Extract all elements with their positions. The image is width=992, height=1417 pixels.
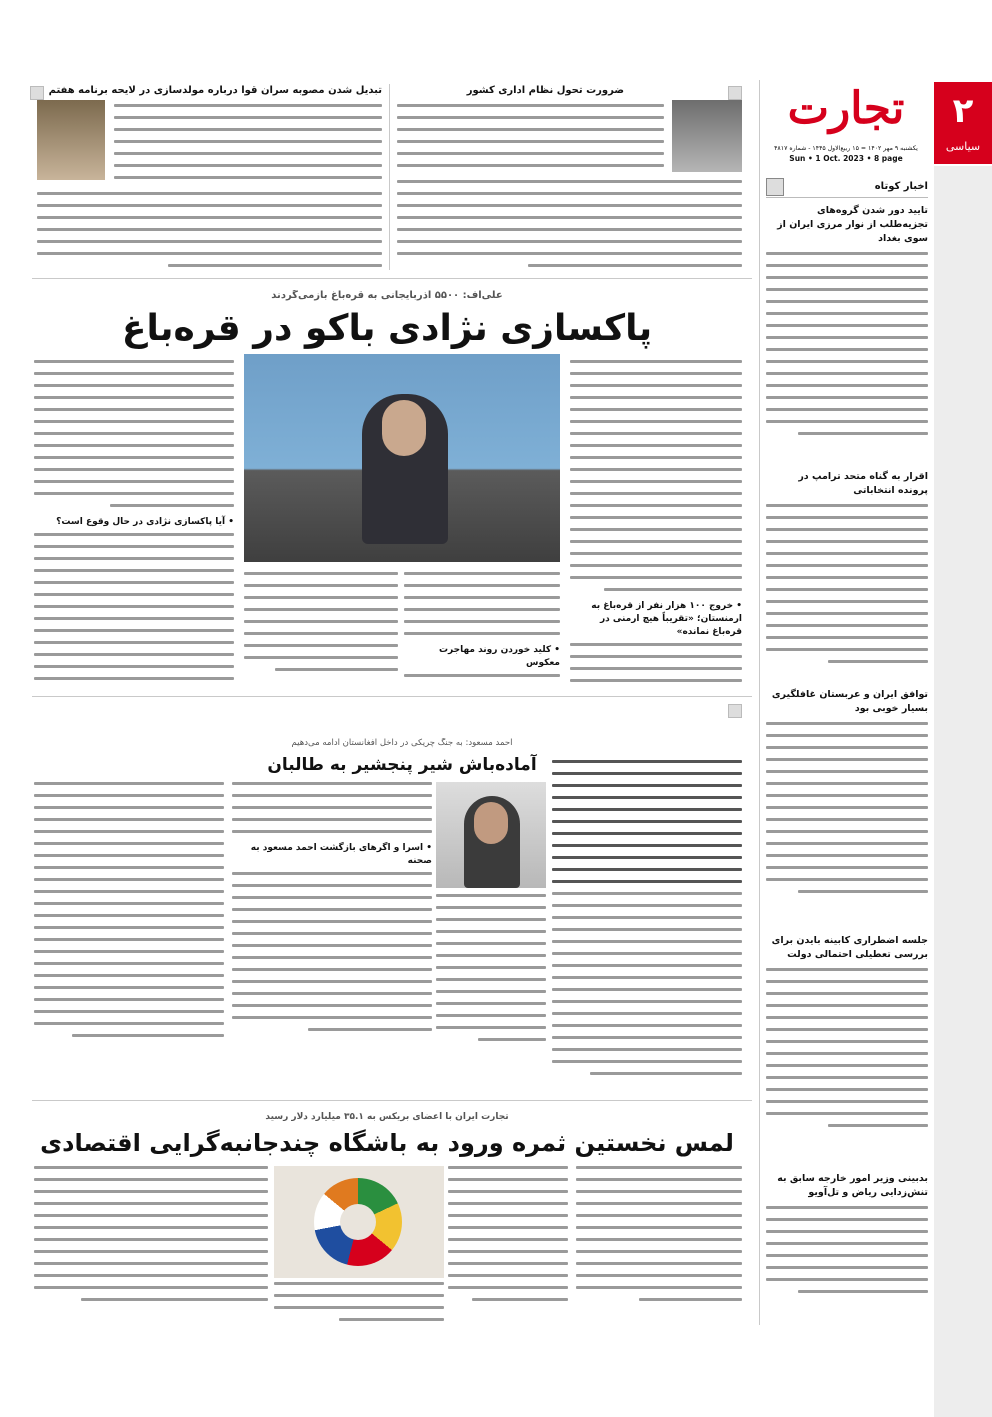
sidebar-divider — [759, 80, 760, 1325]
mid-kicker: احمد مسعود: به جنگ چریکی در داخل افغانستان ادامه می‌دهیم — [291, 738, 513, 748]
sidebar-story-4 — [766, 934, 928, 1166]
sidebar-headline-1: تایید دور شدن گروه‌های تجزیه‌طلب از نوار مرزی ایران از سوی بغداد — [777, 205, 928, 244]
sidebar-headline-5: بدبینی وزیر امور خارجه سابق به تنش‌زدایی ریاض و تل‌آویو — [777, 1173, 928, 1198]
lead-sub-1: • خروج ۱۰۰ هزار نفر از قره‌باغ به ارمنستان؛ «تقریباً هیچ ارمنی در قره‌باغ نمانده» — [591, 601, 742, 637]
mid-col-center — [232, 782, 432, 1092]
section-rule-2 — [32, 696, 752, 697]
sidebar-headline-4: جلسه اضطراری کابینه بایدن برای بررسی تعطیلی احتمالی دولت — [771, 935, 928, 960]
lead-col-right — [570, 360, 742, 686]
lead-kicker: علی‌اف: ۵۵۰۰ آذربایجانی به قره‌باغ بازمی‌گردند — [271, 290, 503, 301]
top-story-left — [37, 84, 382, 270]
top-left-photo — [37, 100, 105, 180]
sidebar-story-3 — [766, 688, 928, 928]
bottom-headline: لمس نخستین ثمره ورود به باشگاه چندجانبه‌گرایی اقتصادی — [40, 1129, 734, 1157]
masthead-page-badge — [934, 82, 992, 164]
lead-photo-face — [382, 400, 426, 456]
sidebar-column — [934, 166, 992, 1417]
lead-photo — [244, 354, 560, 562]
brics-center — [340, 1204, 376, 1240]
lead-sub-2: • کلید خوردن روند مهاجرت معکوس — [438, 645, 560, 668]
top-right-corner-tab — [728, 86, 742, 100]
top-left-headline: تبدیل شدن مصوبه سران قوا درباره مولدسازی در لایحه برنامه هفتم — [48, 85, 382, 96]
mid-sub: • اسرا و اگرهای بازگشت احمد مسعود به صحنه — [250, 843, 432, 866]
square-icon — [766, 178, 784, 196]
mid-corner-tab — [728, 704, 742, 718]
lead-col-center-right — [404, 572, 560, 686]
sidebar-story-1 — [766, 204, 928, 466]
top-story-right — [397, 84, 742, 270]
mid-col-left — [34, 782, 224, 1092]
bottom-col-4 — [34, 1166, 268, 1326]
top-right-photo — [672, 100, 742, 172]
short-news-box-title — [766, 176, 928, 198]
sidebar-story-5 — [766, 1172, 928, 1322]
mid-col-photo-below — [436, 894, 546, 1090]
top-left-corner-tab — [30, 86, 44, 100]
masthead-date — [762, 144, 930, 170]
bottom-col-1 — [576, 1166, 742, 1326]
sidebar-headline-3: توافق ایران و عربستان غافلگیری بسیار خوبی بود — [771, 689, 928, 714]
lead-sub-3: • آیا پاکسازی نژادی در حال وقوع است؟ — [56, 517, 234, 527]
section-name: سیاسی — [945, 140, 981, 153]
top-divider — [389, 84, 390, 270]
logo-text: تجارت — [787, 83, 905, 134]
mid-col-right — [552, 760, 742, 1090]
section-rule-1 — [32, 278, 752, 279]
mid-photo — [436, 782, 546, 888]
mid-headline: آماده‌باش شیر پنجشیر به طالبان — [267, 755, 537, 775]
date-fa: یکشنبه ۹ مهر ۱۴۰۲ = ۱۵ ربیع‌الاول ۱۴۴۵ - شماره ۴۸۱۷ — [774, 145, 918, 152]
bottom-photo — [274, 1166, 444, 1278]
page-number: ۲ — [952, 91, 974, 131]
lead-col-left — [34, 360, 234, 686]
top-right-headline: ضرورت تحول نظام اداری کشور — [466, 85, 624, 96]
bottom-col-3 — [274, 1282, 444, 1326]
sidebar-story-2 — [766, 470, 928, 684]
date-en: Sun • 1 Oct. 2023 • 8 page — [789, 154, 903, 163]
bottom-kicker: تجارت ایران با اعضای بریکس به ۳۵.۱ میلیارد دلار رسید — [265, 1112, 509, 1122]
short-news-title: اخبار کوتاه — [874, 181, 928, 192]
bottom-col-2 — [448, 1166, 568, 1326]
sidebar-headline-2: اقرار به گناه متحد ترامپ در پرونده انتخاباتی — [798, 471, 928, 496]
lead-col-center-left — [244, 572, 398, 686]
masthead-logo — [762, 80, 930, 142]
mid-photo-face — [474, 802, 508, 844]
section-rule-3 — [32, 1100, 752, 1101]
lead-headline: پاکسازی نژادی باکو در قره‌باغ — [121, 308, 653, 349]
